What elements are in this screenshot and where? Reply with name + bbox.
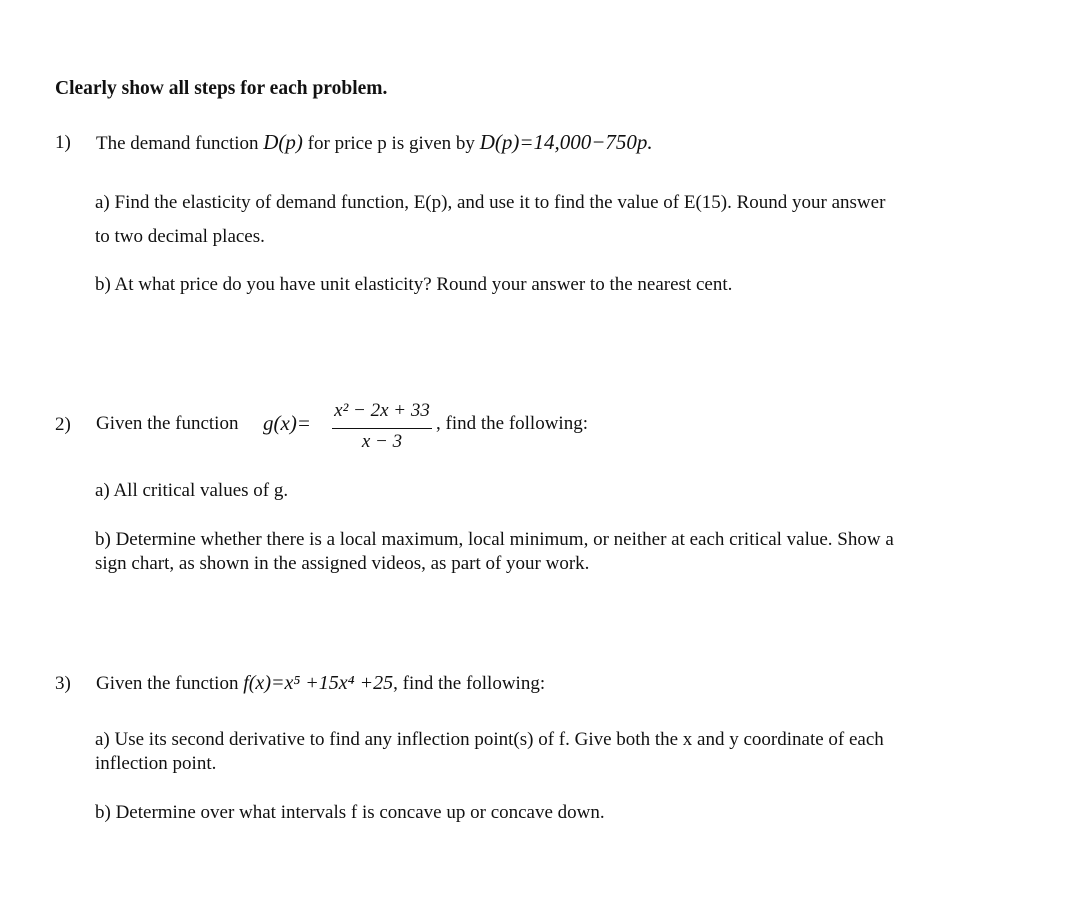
problem-3a-line-2: inflection point. xyxy=(95,753,217,774)
problem-2-fraction xyxy=(330,400,434,454)
problem-1-stem xyxy=(96,130,653,155)
problem-2-function-name: g(x)= xyxy=(263,411,311,435)
problem-1b: b) At what price do you have unit elasticity? Round your answer to the nearest cent. xyxy=(95,274,733,295)
problem-1-stem-text-mid: for price p is given by xyxy=(307,133,475,154)
problem-2-stem-text: Given the function xyxy=(96,413,239,434)
problem-2a: a) All critical values of g. xyxy=(95,480,289,501)
problem-3-stem-text: Given the function xyxy=(96,673,239,694)
problem-3-stem-post: , find the following: xyxy=(393,673,546,694)
problem-3-stem xyxy=(96,672,545,695)
problem-1-demand-function: D(p) xyxy=(263,130,303,154)
problem-2b-line-2: sign chart, as shown in the assigned videos, as part of your work. xyxy=(95,553,590,574)
problem-2b-line-1: b) Determine whether there is a local maximum, local minimum, or neither at each critical value. Show a xyxy=(95,529,894,550)
problem-2-denominator: x − 3 xyxy=(361,431,403,452)
problem-3a-line-1: a) Use its second derivative to find any inflection point(s) of f. Give both the x and y coordinate of each xyxy=(95,729,884,750)
problem-1a-line-1: a) Find the elasticity of demand function, E(p), and use it to find the value of E(15). Round your answer xyxy=(95,192,886,213)
problem-3-number: 3) xyxy=(55,673,71,694)
problem-2-stem-post: , find the following: xyxy=(436,413,588,434)
problem-3-function: f(x)=x⁵ +15x⁴ +25 xyxy=(243,672,394,694)
problem-2-numerator: x² − 2x + 33 xyxy=(334,400,430,421)
problem-3b: b) Determine over what intervals f is concave up or concave down. xyxy=(95,802,605,823)
problem-1a-line-2: to two decimal places. xyxy=(95,226,265,247)
problem-1-number: 1) xyxy=(55,132,71,153)
instructions-heading: Clearly show all steps for each problem. xyxy=(55,78,388,99)
problem-2-number: 2) xyxy=(55,414,71,435)
problem-1-demand-equation: D(p)=14,000−750p. xyxy=(479,130,653,154)
fraction-bar xyxy=(332,428,432,429)
problem-1-stem-text: The demand function xyxy=(96,133,259,154)
